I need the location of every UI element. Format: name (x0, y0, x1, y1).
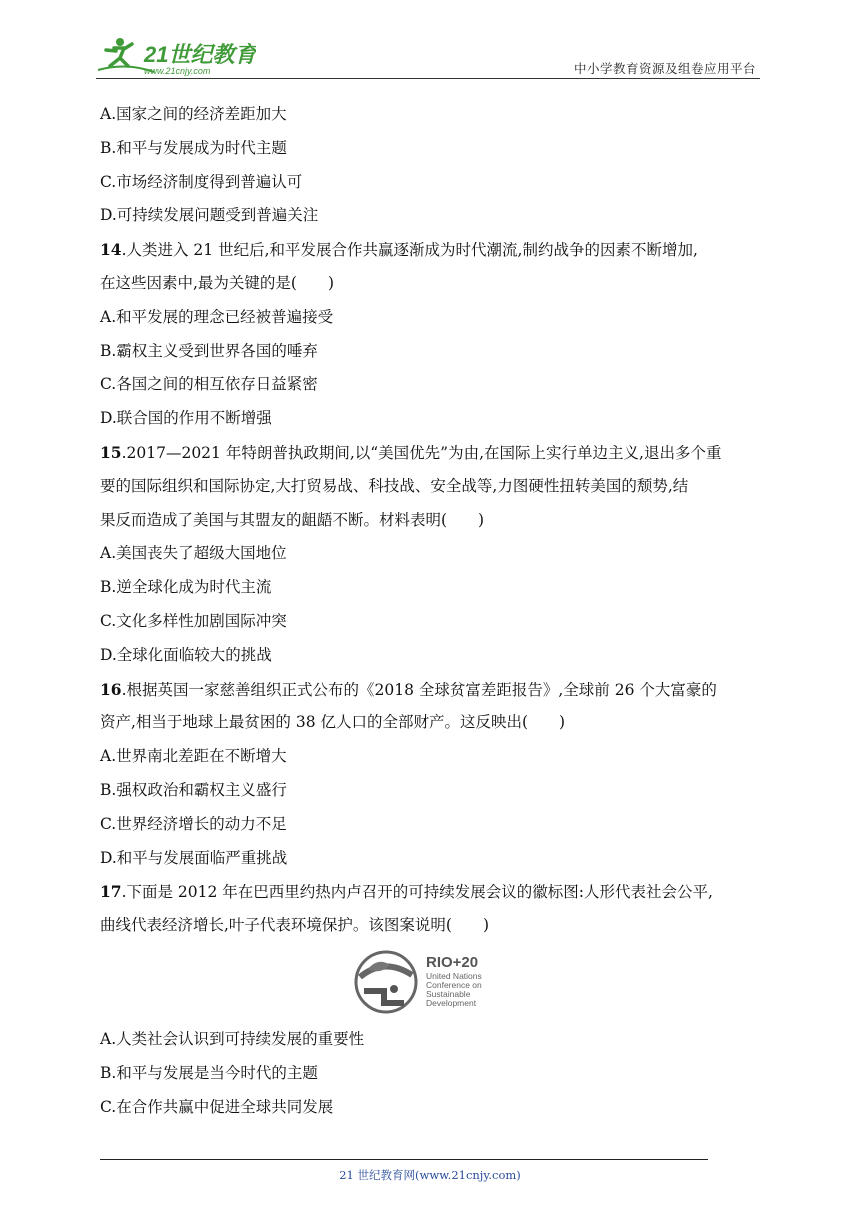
line-text: A.美国丧失了超级大国地位 (100, 544, 287, 563)
line-text: .人类进入 21 世纪后,和平发展合作共赢逐渐成为时代潮流,制约战争的因素不断增加, (121, 241, 698, 260)
line-text: C.世界经济增长的动力不足 (100, 814, 287, 833)
text-line (100, 740, 764, 774)
rio20-line: Conference on (426, 979, 482, 990)
line-text: .根据英国一家慈善组织正式公布的《2018 全球贫富差距报告》,全球前 26 个大富豪的 (121, 680, 717, 699)
line-text: A.世界南北差距在不断增大 (100, 747, 287, 766)
line-text: 在这些因素中,最为关键的是( ) (100, 273, 335, 292)
text-line (100, 808, 764, 842)
line-text: .下面是 2012 年在巴西里约热内卢召开的可持续发展会议的徽标图:人形代表社会公平, (121, 883, 713, 902)
question-stem-line (100, 233, 764, 267)
text-line (100, 199, 764, 233)
line-text: A.国家之间的经济差距加大 (100, 105, 287, 123)
question-number: 17 (100, 882, 122, 902)
text-line (100, 301, 764, 335)
line-text: B.逆全球化成为时代主流 (100, 578, 272, 597)
logo-url: www.21cnjy.com (144, 66, 211, 76)
question-stem-line (100, 436, 764, 470)
text-line (100, 605, 764, 639)
line-text: D.联合国的作用不断增强 (100, 409, 272, 428)
line-text: 果反而造成了美国与其盟友的龃龉不断。材料表明( ) (100, 510, 485, 529)
text-line (100, 706, 764, 740)
answer-option: C.在合作共赢中促进全球共同发展 (100, 1097, 334, 1116)
header-divider (96, 78, 760, 79)
text-line (100, 132, 764, 166)
text-line (100, 267, 764, 301)
line-text: 资产,相当于地球上最贫困的 38 亿人口的全部财产。这反映出( ) (100, 713, 566, 732)
text-line (100, 842, 764, 876)
text-line (100, 774, 764, 808)
rio20-line: United Nations (426, 970, 482, 981)
text-line (100, 402, 764, 436)
line-text: D.和平与发展面临严重挑战 (100, 848, 288, 867)
line-text: B.和平与发展成为时代主题 (100, 138, 287, 157)
rio20-logo (354, 947, 509, 1017)
text-line (100, 470, 764, 504)
page-footer: 21 世纪教育网(www.21cnjy.com) (339, 1168, 521, 1182)
rio20-emblem-icon (356, 952, 416, 1012)
page-header (0, 0, 860, 80)
rio20-line: Sustainable (426, 988, 471, 999)
text-line (100, 571, 764, 605)
rio20-title: RIO+20 (426, 953, 479, 971)
line-text: C.市场经济制度得到普遍认可 (100, 172, 303, 191)
line-text: B.霸权主义受到世界各国的唾弃 (100, 341, 318, 360)
line-text: C.文化多样性加剧国际冲突 (100, 611, 287, 630)
question-lines (100, 98, 764, 943)
answer-option: B.和平与发展是当今时代的主题 (100, 1063, 318, 1082)
line-text: C.各国之间的相互依存日益紧密 (100, 375, 318, 394)
text-line (100, 537, 764, 571)
text-line (100, 639, 764, 673)
line-text: B.强权政治和霸权主义盛行 (100, 780, 287, 799)
rio20-figure (100, 943, 764, 1023)
text-line (100, 368, 764, 402)
question-number: 16 (100, 679, 122, 699)
question-stem-line (100, 875, 764, 909)
text-line (100, 335, 764, 369)
answer-options-after-figure (100, 1023, 764, 1124)
text-line (100, 98, 764, 132)
line-text: 曲线代表经济增长,叶子代表环境保护。该图案说明( ) (100, 916, 490, 935)
footer-divider (100, 1159, 708, 1160)
line-text: 要的国际组织和国际协定,大打贸易战、科技战、安全战等,力图硬性扭转美国的颓势,结 (100, 476, 689, 495)
logo-title: 21世纪教育 (144, 42, 256, 67)
header-platform-text: 中小学教育资源及组卷应用平台 (573, 61, 756, 76)
answer-option: A.人类社会认识到可持续发展的重要性 (100, 1029, 365, 1048)
text-line (100, 909, 764, 943)
question-number: 15 (100, 442, 122, 462)
rio20-line: Development (426, 997, 477, 1008)
question-number: 14 (100, 240, 122, 260)
question-stem-line (100, 673, 764, 707)
line-text: .2017—2021 年特朗普执政期间,以“美国优先”为由,在国际上实行单边主义,退出多个重 (121, 443, 722, 462)
text-line (100, 504, 764, 538)
document-body (100, 98, 764, 1124)
line-text: D.可持续发展问题受到普遍关注 (100, 206, 319, 225)
site-logo (96, 36, 256, 78)
line-text: D.全球化面临较大的挑战 (100, 645, 272, 664)
text-line (100, 166, 764, 200)
line-text: A.和平发展的理念已经被普遍接受 (100, 307, 334, 326)
